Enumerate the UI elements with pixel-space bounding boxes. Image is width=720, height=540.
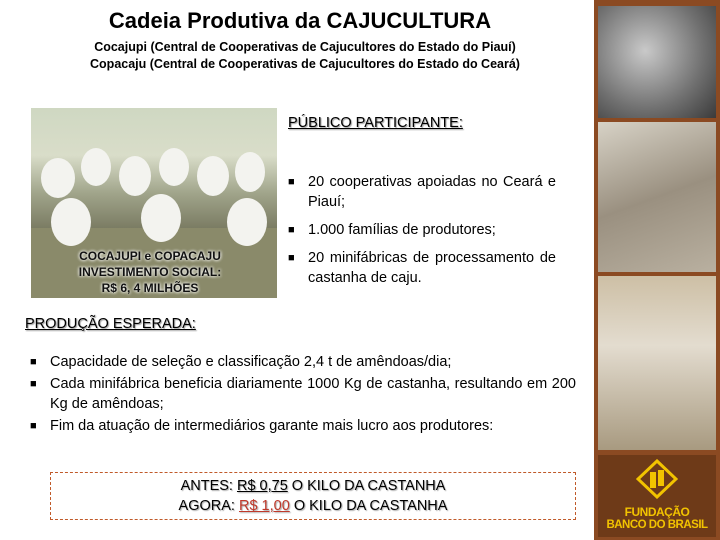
list-item: ■ Capacidade de seleção e classificação 2,4 t de amêndoas/dia;	[30, 354, 452, 370]
fundacao-bb-logo	[598, 455, 716, 537]
sunflower-photo	[598, 6, 716, 118]
bullet-icon: ■	[30, 378, 37, 390]
bb-logo-icon	[636, 459, 678, 499]
page-title: Cadeia Produtiva da CAJUCULTURA	[108, 8, 492, 33]
subtitle-cocajupi: Cocajupi (Central de Cooperativas de Cajucultores do Estado do Piauí)	[94, 40, 516, 54]
list-item: ■ Fim da atuação de intermediários garante mais lucro aos produtores:	[30, 418, 494, 434]
caption-line-3: R$ 6, 4 MILHÕES	[101, 281, 199, 295]
logo-line-2: BANCO DO BRASIL	[606, 519, 708, 531]
publico-list	[288, 172, 556, 294]
bullet-icon: ■	[288, 176, 295, 188]
subtitle-copacaju: Copacaju (Central de Cooperativas de Cajucultores do Estado do Ceará)	[90, 57, 520, 71]
caption-line-1: COCAJUPI e COPACAJU	[79, 249, 221, 263]
publico-title: PÚBLICO PARTICIPANTE:	[288, 115, 463, 131]
producao-list	[30, 352, 576, 442]
list-item: ■ 20 minifábricas de processamento de castanha de caju.	[288, 250, 556, 286]
list-item: ■ Cada minifábrica beneficia diariamente 1000 Kg de castanha, resultando em 200 Kg de amêndoas;	[30, 376, 576, 412]
logo-line-1: FUNDAÇÃO	[624, 505, 690, 519]
list-item: ■ 1.000 famílias de produtores;	[288, 222, 496, 238]
list-item: ■ 20 cooperativas apoiadas no Ceará e Piauí;	[288, 174, 556, 210]
after-price-line: AGORA: R$ 1,00 O KILO DA CASTANHA	[178, 498, 448, 514]
bullet-icon: ■	[288, 224, 295, 236]
producao-title: PRODUÇÃO ESPERADA:	[25, 316, 196, 332]
before-price: R$ 0,75	[236, 478, 288, 494]
bullet-icon: ■	[30, 356, 37, 368]
workers-photo	[598, 122, 716, 272]
after-price: R$ 1,00	[238, 498, 290, 514]
before-price-line: ANTES: R$ 0,75 O KILO DA CASTANHA	[180, 478, 446, 494]
price-comparison-box	[50, 472, 576, 520]
bullet-icon: ■	[288, 252, 295, 264]
bullet-icon: ■	[30, 420, 37, 432]
caption-line-2: INVESTIMENTO SOCIAL:	[78, 265, 222, 279]
cashew-photo	[598, 276, 716, 450]
investment-caption	[45, 248, 255, 296]
